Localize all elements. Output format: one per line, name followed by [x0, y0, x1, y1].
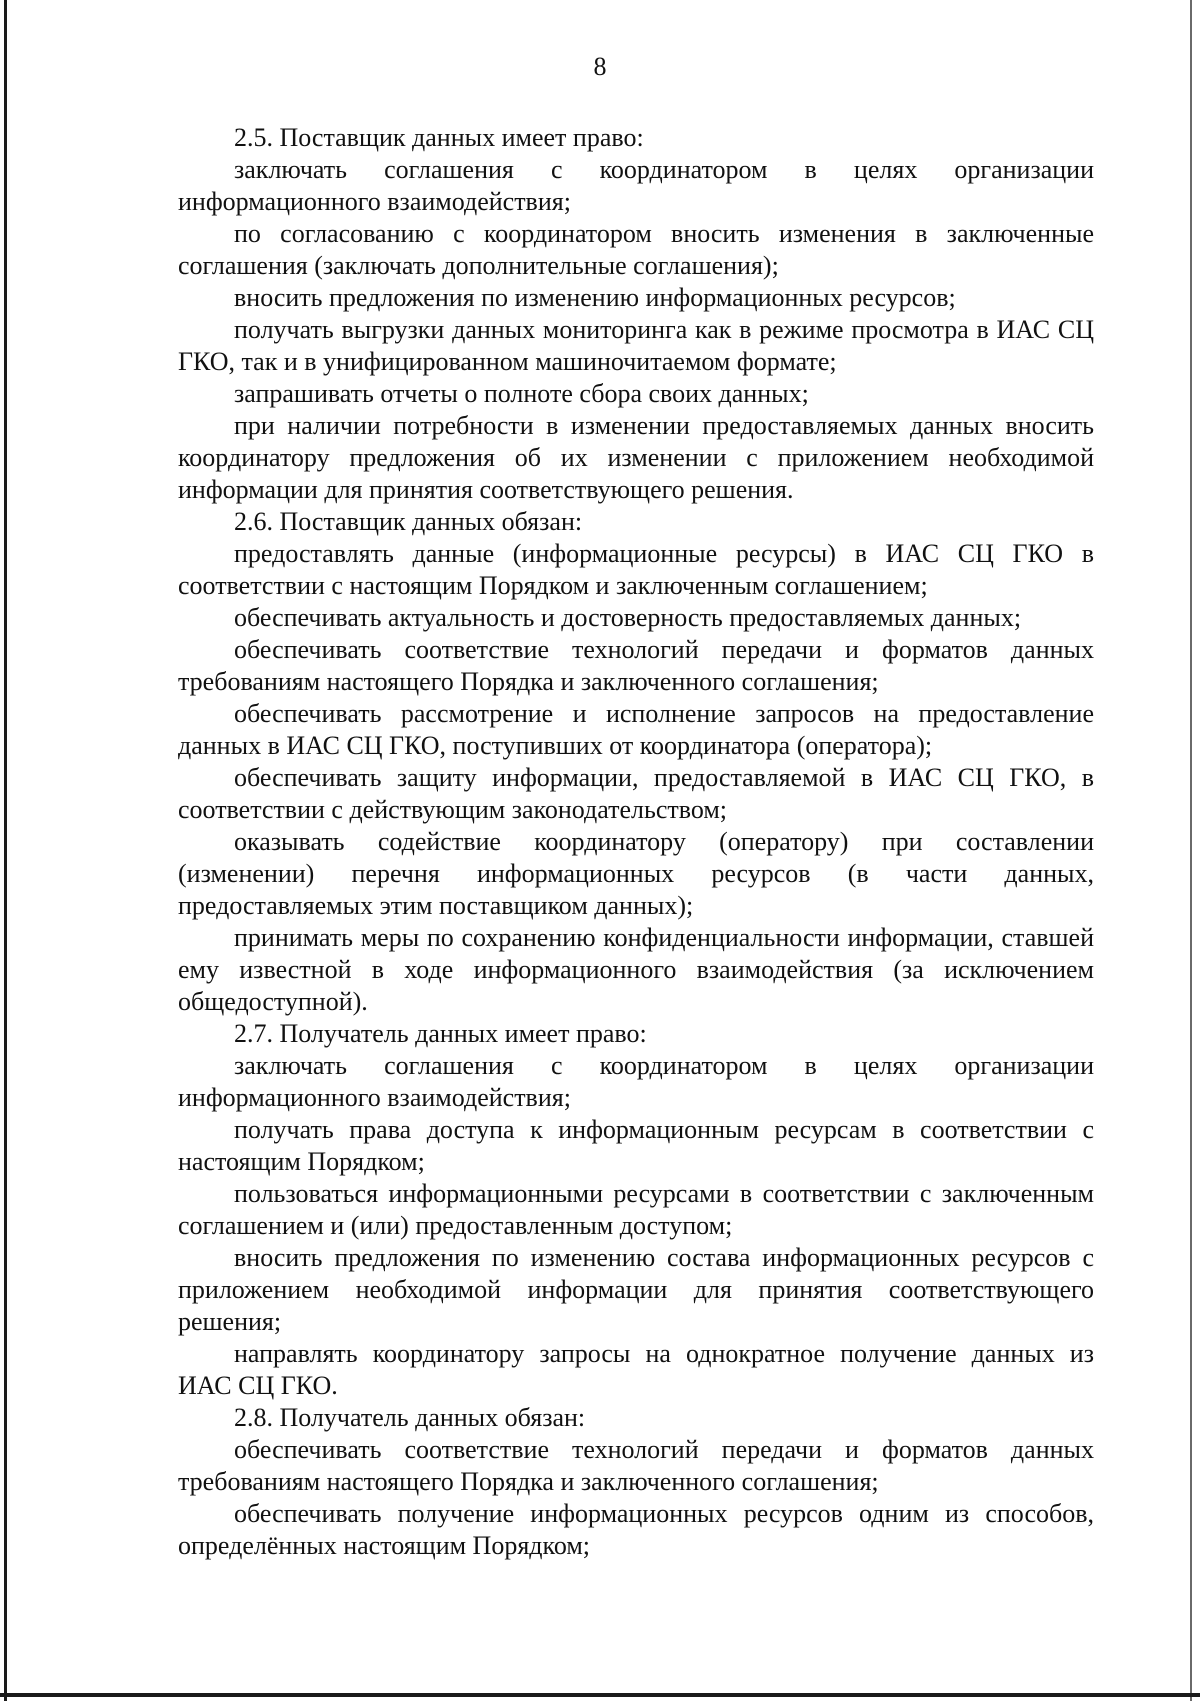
scan-edge-left — [4, 0, 7, 1701]
paragraph: получать выгрузки данных мониторинга как в режиме просмотра в ИАС СЦ ГКО, так и в унифицированном машиночитаемом формате; — [178, 315, 1094, 376]
scan-edge-bottom — [0, 1693, 1200, 1697]
paragraph: оказывать содействие координатору (оператору) при составлении (изменении) перечня информационных ресурсов (в части данных, предоставляемых этим поставщиком данных); — [178, 827, 1094, 920]
page-number: 8 — [593, 52, 607, 81]
paragraph: 2.6. Поставщик данных обязан: — [234, 507, 583, 536]
paragraph: 2.8. Получатель данных обязан: — [234, 1403, 586, 1432]
paragraph: предоставлять данные (информационные ресурсы) в ИАС СЦ ГКО в соответствии с настоящим Порядком и заключенным соглашением; — [178, 539, 1094, 600]
paragraph: обеспечивать рассмотрение и исполнение запросов на предоставление данных в ИАС СЦ ГКО, поступивших от координатора (оператора); — [178, 699, 1094, 760]
document-body — [178, 122, 1094, 1562]
paragraph: обеспечивать соответствие технологий передачи и форматов данных требованиям настоящего Порядка и заключенного соглашения; — [178, 635, 1094, 696]
paragraph: обеспечивать получение информационных ресурсов одним из способов, определённых настоящим Порядком; — [178, 1499, 1094, 1560]
paragraph: обеспечивать соответствие технологий передачи и форматов данных требованиям настоящего Порядка и заключенного соглашения; — [178, 1435, 1094, 1496]
paragraph: по согласованию с координатором вносить изменения в заключенные соглашения (заключать дополнительные соглашения); — [178, 219, 1094, 280]
paragraph: заключать соглашения с координатором в целях организации информационного взаимодействия; — [178, 1051, 1094, 1112]
paragraph: получать права доступа к информационным ресурсам в соответствии с настоящим Порядком; — [178, 1115, 1094, 1176]
paragraph: заключать соглашения с координатором в целях организации информационного взаимодействия; — [178, 155, 1094, 216]
paragraph: запрашивать отчеты о полноте сбора своих данных; — [234, 379, 809, 408]
paragraph: обеспечивать актуальность и достоверность предоставляемых данных; — [234, 603, 1022, 632]
paragraph: обеспечивать защиту информации, предоставляемой в ИАС СЦ ГКО, в соответствии с действующим законодательством; — [178, 763, 1094, 824]
paragraph: вносить предложения по изменению информационных ресурсов; — [234, 283, 956, 312]
paragraph: пользоваться информационными ресурсами в соответствии с заключенным соглашением и (или) предоставленным доступом; — [178, 1179, 1094, 1240]
paragraph: 2.5. Поставщик данных имеет право: — [234, 123, 644, 152]
paragraph: вносить предложения по изменению состава информационных ресурсов с приложением необходимой информации для принятия соответствующего решения; — [178, 1243, 1094, 1336]
paragraph: направлять координатору запросы на однократное получение данных из ИАС СЦ ГКО. — [178, 1339, 1094, 1400]
paragraph: при наличии потребности в изменении предоставляемых данных вносить координатору предложения об их изменении с приложением необходимой информации для принятия соответствующего решения. — [178, 411, 1094, 504]
paragraph: принимать меры по сохранению конфиденциальности информации, ставшей ему известной в ходе информационного взаимодействия (за исключением общедоступной). — [178, 923, 1094, 1016]
paragraph: 2.7. Получатель данных имеет право: — [234, 1019, 647, 1048]
scan-edge-right — [1190, 0, 1192, 1701]
